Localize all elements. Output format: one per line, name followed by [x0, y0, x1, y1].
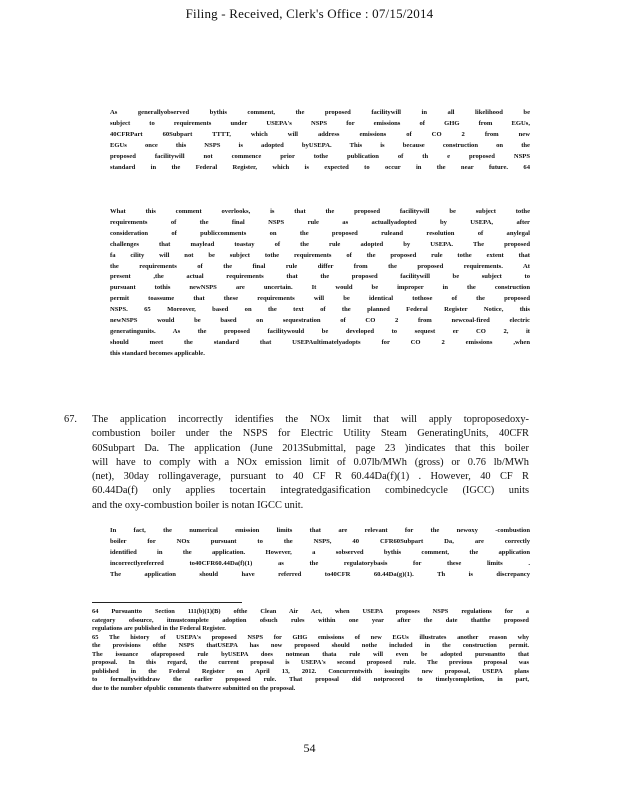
text-line: the requirements of the final rule differ from the proposed requirements. At — [110, 262, 530, 270]
text-line: this standard becomes applicable. — [110, 349, 205, 357]
text-line: boiler for NOx pursuant to the NSPS, 40 CFR60Subpart Da, are correctly — [110, 537, 530, 545]
text-line: present ,the actual requirements that the proposed facilitywill be subject to — [110, 273, 530, 281]
text-line: identified in the application. However, a sobserved bythis comment, the application — [110, 548, 530, 556]
text-line: 60.44Da(f) only applies tocertain integratedgasification combinedcycle (IGCC) units — [92, 485, 529, 497]
text-line: challenges that maylead toastay of the rule adopted by USEPA. The proposed — [110, 240, 530, 248]
text-line: the provisions ofthe NSPS thatUSEPA has now proposed should nothe included in the construction permit. — [92, 642, 529, 649]
text-line: to formallywithdraw the earlier proposed rule. That proposal did notproceed to timelycompletion, in part, — [92, 676, 529, 683]
text-line: due to the number ofpublic comments thatwere submitted on the proposal. — [92, 684, 296, 692]
text-line: category ofsource, itmustcomplete adoption ofsuch rules within one year after the date thatthe proposed — [92, 616, 529, 624]
text-line: EGUs once this NSPS is adopted byUSEPA. This is because construction on the — [110, 141, 530, 149]
text-line: In fact, the numerical emission limits that are relevant for the newoxy -combustion — [110, 527, 530, 534]
text-line: What this comment overlooks, is that the proposed facilitywill be subject tothe — [110, 208, 530, 215]
text-line: permit toassume that these requirements will be identical tothose of the proposed — [110, 295, 530, 303]
paragraph-67 — [64, 413, 529, 513]
text-line: consideration of publiccomments on the proposed ruleand resolution of anylegal — [110, 229, 530, 237]
paragraph-block-3 — [110, 526, 530, 581]
text-line: pursuant tothis newNSPS are uncertain. It would be improper in the construction — [110, 284, 530, 292]
text-line: subject to requirements under USEPA's NSPS for emissions of GHG from EGUs, — [110, 119, 530, 127]
text-line: published in the Federal Register on April 13, 2012. Concurrentwith issuingits new proposal, USEPA plans — [92, 667, 529, 675]
text-line: proposed facilitywill not commence prior tothe publication of th e proposed NSPS — [110, 152, 530, 160]
text-line: requirements of the final NSPS rule as actuallyadopted by USEPA, after — [110, 218, 530, 226]
text-line: standard in the Federal Register, which is expected to occur in the near future. 64 — [110, 163, 530, 171]
text-line: regulations are published in the Federal Register. — [92, 625, 226, 632]
text-line: The application incorrectly identifies the NOx limit that will apply toproposedoxy- — [92, 414, 529, 425]
text-line: The application should have referred to40CFR 60.44Da(g)(1). Th is discrepancy — [110, 570, 530, 578]
text-line: will have to comply with a NOx emission limit of 0.07lb/MWh (gross) or 0.76 lb/MWh — [92, 456, 529, 468]
paragraph-number: 67. — [64, 414, 77, 425]
footnote-divider — [92, 602, 242, 603]
text-line: The issuance ofaproposed rule byUSEPA does notmean thata rule will even be adopted pursuantto that — [92, 650, 529, 658]
paragraph-block-1 — [110, 108, 530, 173]
paragraph-block-2 — [110, 207, 530, 360]
page-number: 54 — [303, 741, 316, 755]
text-line: should meet the standard that USEPAultimatelyadopts for CO 2 emissions ,when — [110, 338, 530, 346]
text-line: 40CFRPart 60Subpart TTTT, which will address emissions of CO 2 from new — [110, 130, 530, 138]
footnotes — [92, 608, 529, 693]
text-line: fa cility will not be subject tothe requirements of the proposed rule tothe extent that — [110, 251, 530, 259]
text-line: NSPS. 65 Moreover, based on the text of the planned Federal Register Notice, this — [110, 306, 530, 314]
text-line: 60Subpart Da. The application (June 2013Submittal, page 23 )indicates that this boiler — [92, 442, 529, 454]
text-line: 64 Pursuantto Section 111(b)(1)(B) ofthe Clean Air Act, when USEPA proposes NSPS regulations for a — [92, 608, 529, 615]
text-line: 65 The history of USEPA's proposed NSPS for GHG emissions of new EGUs illustrates another reason why — [92, 633, 529, 641]
text-line: proposal. In this regard, the current proposal is USEPA's second proposed rule. The previous proposal was — [92, 659, 529, 666]
text-line: (net), 30day rollingaverage, pursuant to 40 CF R 60.44Da(f)(1) . However, 40 CF R — [92, 471, 529, 483]
text-line: combustion boiler under the NSPS for Electric Utility Steam GeneratingUnits, 40CFR — [92, 428, 529, 440]
text-line: As generallyobserved bythis comment, the proposed facilitywill in all likelihood be — [110, 109, 530, 116]
filing-header: Filing - Received, Clerk's Office : 07/15/2014 — [185, 6, 434, 21]
text-line: newNSPS would be based on sequestration of CO 2 from newcoal-fired electric — [110, 317, 530, 325]
text-line: incorrectlyreferred to40CFR60.44Da(f)(1) as the regulatorybasis for these limits . — [110, 559, 530, 567]
text-line: generatingunits. As the proposed facilitywould be developed to sequest er CO 2, it — [110, 327, 530, 335]
text-line: and the oxy-combustion boiler is notan IGCC unit. — [92, 499, 304, 511]
